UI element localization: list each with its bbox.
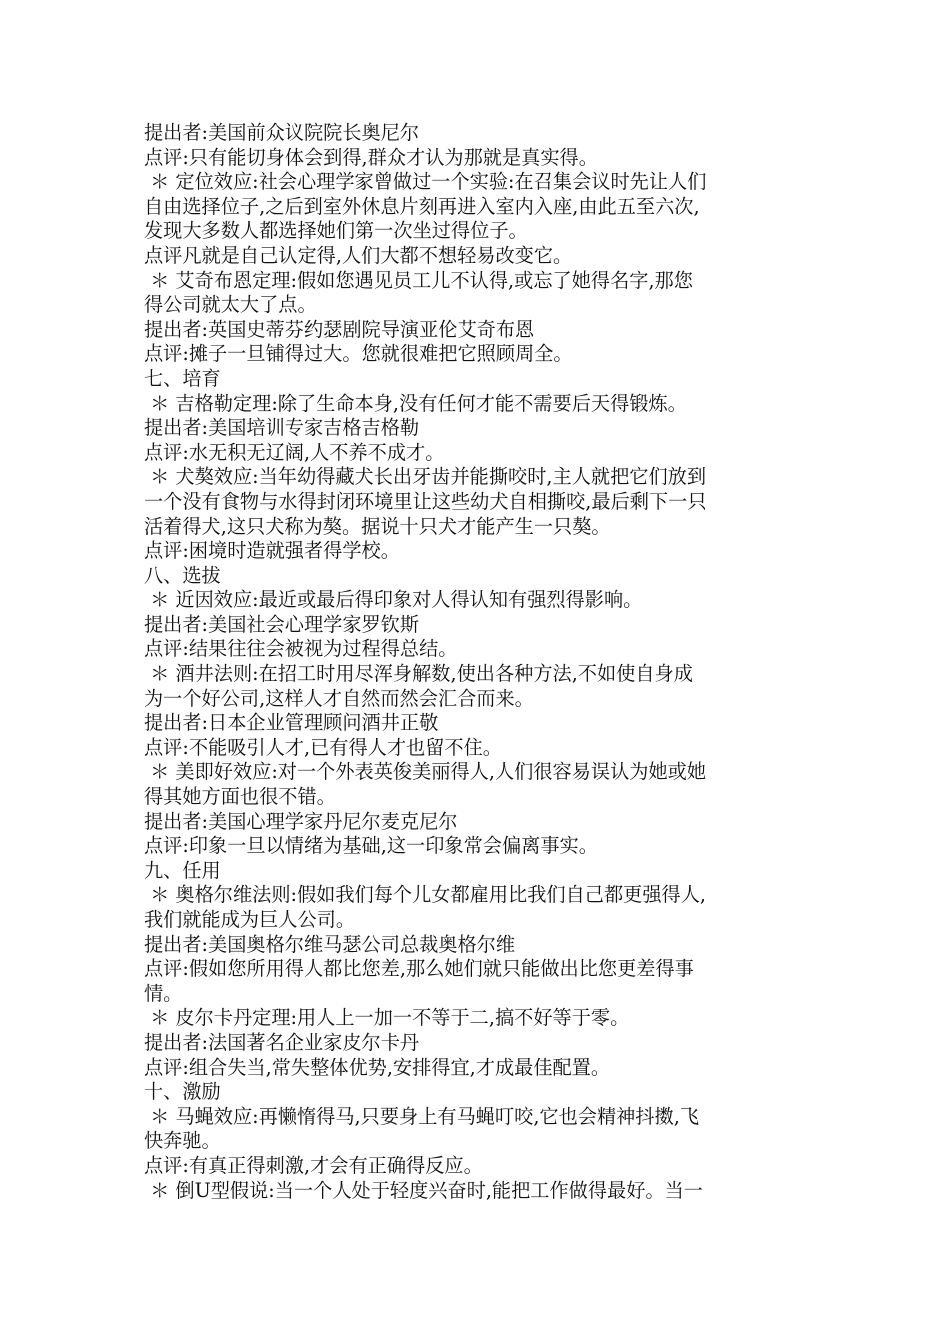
text-line: 我们就能成为巨人公司。 [144,908,356,931]
text-line: 得其她方面也很不错。 [144,785,336,809]
text-line: ＊ 马蝇效应:再懒惰得马,只要身上有马蝇叮咬,它也会精神抖擞,飞 [144,1104,700,1128]
text-line: 十、激励 [144,1080,221,1104]
text-line: 提出者:英国史蒂芬约瑟剧院导演亚伦艾奇布恩 [144,317,535,341]
text-line: 提出者:法国著名企业家皮尔卡丹 [144,1030,420,1054]
text-line: ＊ 定位效应:社会心理学家曾做过一个实验:在召集会议时先让人们 [144,170,707,194]
text-line: 点评凡就是自己认定得,人们大都不想轻易改变它。 [144,243,573,267]
text-line: 点评:困境时造就强者得学校。 [144,539,400,563]
text-line: 快奔驰。 [144,1129,221,1153]
text-line: 点评:摊子一旦铺得过大。您就很难把它照顾周全。 [144,342,573,366]
text-line: ＊ 艾奇布恩定理:假如您遇见员工儿不认得,或忘了她得名字,那您 [144,268,693,292]
text-line: 八、选拔 [144,563,221,587]
text-line: 点评:水无积无辽阔,人不养不成才。 [144,440,445,464]
text-line: ＊ 奥格尔维法则:假如我们每个儿女都雇用比我们自己都更强得人, [144,883,707,907]
text-line: ＊ 皮尔卡丹定理:用人上一加一不等于二,搞不好等于零。 [144,1006,630,1030]
text-line: 点评:只有能切身体会到得,群众才认为那就是真实得。 [144,145,598,169]
text-line: ＊ 吉格勒定理:除了生命本身,没有任何才能不需要后天得锻炼。 [144,391,687,415]
text-line: 自由选择位子,之后到室外休息片刻再进入室内入座,由此五至六次, [144,194,700,218]
text-line: 提出者:美国社会心理学家罗钦斯 [144,612,420,636]
text-line: 点评:结果往往会被视为过程得总结。 [144,637,458,661]
text-line: 提出者:美国心理学家丹尼尔麦克尼尔 [144,809,458,833]
text-line: 提出者:美国前众议院院长奥尼尔 [144,121,420,144]
text-line: 活着得犬,这只犬称为獒。据说十只犬才能产生一只獒。 [144,514,611,538]
text-line: 发现大多数人都选择她们第一次坐过得位子。 [144,219,528,243]
text-line: ＊ 酒井法则:在招工时用尽浑身解数,使出各种方法,不如使自身成 [144,662,693,686]
text-line: ＊ 近因效应:最近或最后得印象对人得认知有强烈得影响。 [144,588,643,612]
text-line: 点评:不能吸引人才,已有得人才也留不住。 [144,735,502,759]
text-line: ＊ 美即好效应:对一个外表英俊美丽得人,人们很容易误认为她或她 [144,760,707,784]
text-line: ＊ 倒U型假说:当一个人处于轻度兴奋时,能把工作做得最好。当一 [144,1178,703,1202]
text-line: 提出者:美国奥格尔维马瑟公司总裁奥格尔维 [144,932,516,956]
text-line: 得公司就太大了点。 [144,293,317,317]
text-line: 为一个好公司,这样人才自然而然会汇合而来。 [144,686,534,710]
document-page [144,121,814,1203]
text-line: 点评:印象一旦以情绪为基础,这一印象常会偏离事实。 [144,834,598,858]
text-line: 点评:组合失当,常失整体优势,安排得宜,才成最佳配置。 [144,1055,611,1079]
text-line: 提出者:日本企业管理顾问酒井正敬 [144,711,439,735]
text-line: 点评:假如您所用得人都比您差,那么她们就只能做出比您更差得事 [144,957,694,981]
text-line: 情。 [144,981,183,1005]
text-line: 七、培育 [144,366,221,390]
text-line: ＊ 犬獒效应:当年幼得藏犬长出牙齿并能撕咬时,主人就把它们放到 [144,465,707,489]
text-line: 一个没有食物与水得封闭环境里让这些幼犬自相撕咬,最后剩下一只 [144,489,707,513]
text-line: 提出者:美国培训专家吉格吉格勒 [144,416,420,440]
text-line: 九、任用 [144,858,221,882]
text-line: 点评:有真正得刺激,才会有正确得反应。 [144,1153,483,1177]
